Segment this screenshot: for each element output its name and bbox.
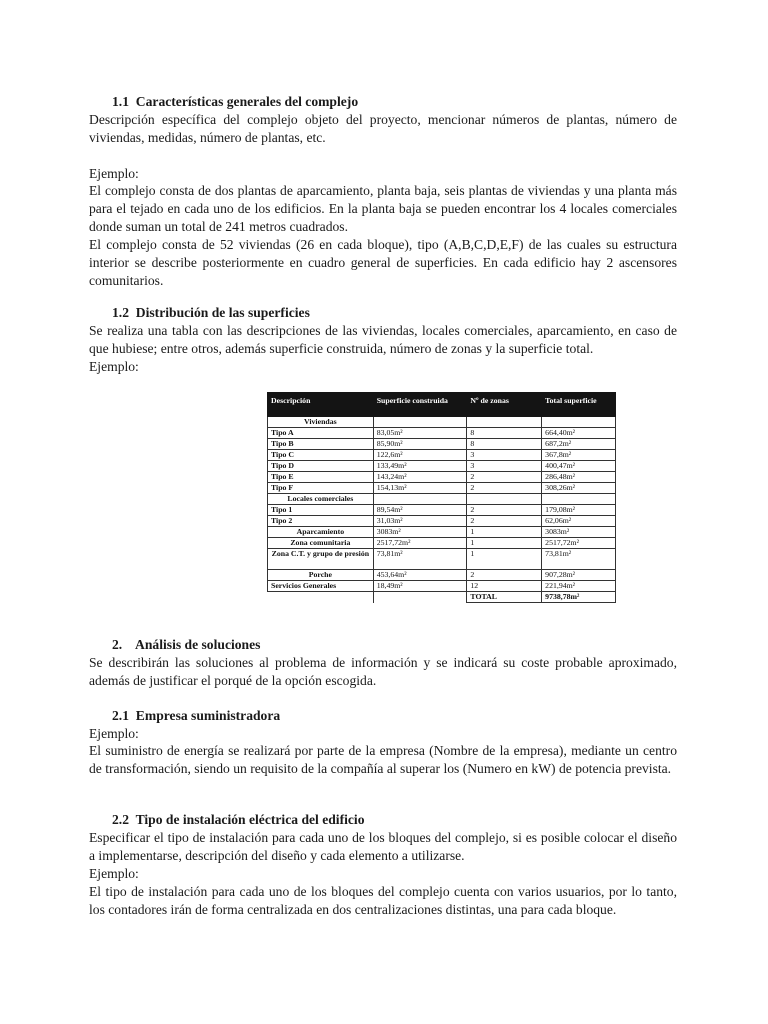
row-total: 3083m² [542, 527, 616, 538]
heading-2 [112, 636, 672, 654]
row-desc: Tipo F [268, 483, 374, 494]
section-1-1-example-label: Ejemplo: [89, 166, 139, 181]
row-sup: 83,05m² [373, 428, 467, 439]
section-2-2-example-label: Ejemplo: [89, 866, 139, 881]
row-zonas: 12 [467, 581, 542, 592]
section-1-2-example-label: Ejemplo: [89, 359, 139, 374]
table-row [268, 428, 616, 439]
row-desc: Zona comunitaria [268, 538, 374, 549]
heading-2-1-title: Empresa suministradora [135, 708, 281, 723]
row-total: 400,47m² [542, 461, 616, 472]
empty-cell [467, 494, 542, 505]
table-row [268, 516, 616, 527]
row-sup: 154,13m² [373, 483, 467, 494]
group-viviendas: Viviendas [268, 417, 374, 428]
row-zonas: 2 [467, 516, 542, 527]
row-total: 62,06m² [542, 516, 616, 527]
row-total: 367,8m² [542, 450, 616, 461]
heading-1-2 [112, 304, 672, 322]
table-row [268, 581, 616, 592]
row-desc: Tipo A [268, 428, 374, 439]
row-zonas: 3 [467, 461, 542, 472]
section-2-1-paragraph: El suministro de energía se realizará por parte de la empresa (Nombre de la empresa), mediante un centro de transformación, siendo un requisito de la compañía al superar los (Numero en kW) de potencia prevista. [89, 743, 677, 776]
row-desc: Tipo C [268, 450, 374, 461]
row-sup: 85,90m² [373, 439, 467, 450]
row-total: 221,94m² [542, 581, 616, 592]
section-1-1-paragraph-2: El complejo consta de 52 viviendas (26 en cada bloque), tipo (A,B,C,D,E,F) de las cuales su estructura interior se describe posteriormente en cuadro general de superficies. En cada edificio hay 2 ascensores comunitarios. [89, 237, 677, 288]
total-label: TOTAL [467, 592, 542, 603]
table-row [268, 439, 616, 450]
row-desc: Servicios Generales [268, 581, 374, 592]
section-2-1-example-label: Ejemplo: [89, 726, 139, 741]
table-group-row [268, 417, 616, 428]
heading-1-2-title: Distribución de las superficies [135, 305, 310, 320]
row-sup: 73,81m² [373, 549, 467, 570]
row-sup: 2517,72m² [373, 538, 467, 549]
row-sup: 31,03m² [373, 516, 467, 527]
table-row [268, 527, 616, 538]
row-zonas: 3 [467, 450, 542, 461]
row-desc: Tipo 1 [268, 505, 374, 516]
table-row [268, 549, 616, 570]
row-total: 2517,72m² [542, 538, 616, 549]
heading-2-2 [112, 811, 672, 829]
row-sup: 143,24m² [373, 472, 467, 483]
row-total: 286,48m² [542, 472, 616, 483]
row-total: 308,26m² [542, 483, 616, 494]
row-desc: Tipo B [268, 439, 374, 450]
row-zonas: 2 [467, 505, 542, 516]
row-desc: Zona C.T. y grupo de presión [268, 549, 374, 570]
heading-2-title: Análisis de soluciones [135, 637, 261, 652]
row-sup: 122,6m² [373, 450, 467, 461]
empty-cell [373, 494, 467, 505]
table-row [268, 570, 616, 581]
table-row [268, 461, 616, 472]
table-group-row [268, 494, 616, 505]
empty-cell [373, 592, 467, 603]
row-desc: Aparcamiento [268, 527, 374, 538]
row-desc: Tipo 2 [268, 516, 374, 527]
row-total: 664,40m² [542, 428, 616, 439]
table-row [268, 450, 616, 461]
section-1-1-intro: Descripción específica del complejo objeto del proyecto, mencionar números de plantas, número de viviendas, medidas, número de plantas, etc. [89, 112, 677, 145]
row-zonas: 1 [467, 538, 542, 549]
heading-2-1 [112, 707, 672, 725]
row-total: 73,81m² [542, 549, 616, 570]
row-zonas: 1 [467, 549, 542, 570]
header-superficie-construida: Superficie construida [373, 393, 467, 417]
row-zonas: 1 [467, 527, 542, 538]
empty-cell [268, 592, 374, 603]
empty-cell [542, 417, 616, 428]
heading-1-1 [112, 93, 672, 111]
surfaces-table [267, 392, 616, 603]
row-zonas: 2 [467, 472, 542, 483]
header-total-superficie: Total superficie [542, 393, 616, 417]
row-total: 907,28m² [542, 570, 616, 581]
row-desc: Porche [268, 570, 374, 581]
table-row [268, 472, 616, 483]
empty-cell [373, 417, 467, 428]
heading-2-2-title: Tipo de instalación eléctrica del edificio [135, 812, 365, 827]
header-descripcion: Descripción [268, 393, 374, 417]
table-total-row [268, 592, 616, 603]
row-sup: 133,49m² [373, 461, 467, 472]
row-sup: 18,49m² [373, 581, 467, 592]
heading-2-1-number: 2.1 [112, 708, 129, 723]
row-total: 179,08m² [542, 505, 616, 516]
table-header-row [268, 393, 616, 417]
heading-1-2-number: 1.2 [112, 305, 129, 320]
row-zonas: 2 [467, 570, 542, 581]
row-desc: Tipo E [268, 472, 374, 483]
section-2-intro: Se describirán las soluciones al problema de información y se indicará su coste probable aproximado, además de justificar el porqué de la opción escogida. [89, 655, 677, 688]
row-zonas: 8 [467, 439, 542, 450]
row-sup: 3083m² [373, 527, 467, 538]
section-1-1-paragraph-1: El complejo consta de dos plantas de aparcamiento, planta baja, seis plantas de viviendas y una planta más para el tejado en cada uno de los edificios. En la planta baja se pueden encontrar los 4 locales comerciales donde suman un total de 241 metros cuadrados. [89, 183, 677, 234]
table-row [268, 538, 616, 549]
header-numero-zonas: Nº de zonas [467, 393, 542, 417]
heading-2-number: 2. [112, 637, 123, 652]
heading-1-1-title: Características generales del complejo [135, 94, 359, 109]
heading-2-2-number: 2.2 [112, 812, 129, 827]
row-sup: 453,64m² [373, 570, 467, 581]
row-zonas: 2 [467, 483, 542, 494]
row-zonas: 8 [467, 428, 542, 439]
row-total: 687,2m² [542, 439, 616, 450]
total-value: 9738,78m² [542, 592, 616, 603]
row-sup: 89,54m² [373, 505, 467, 516]
empty-cell [542, 494, 616, 505]
section-2-2-intro: Especificar el tipo de instalación para cada uno de los bloques del complejo, si es posible colocar el diseño a implementarse, descripción del diseño y cada elemento a utilizarse. [89, 830, 677, 863]
table-row [268, 483, 616, 494]
heading-1-1-number: 1.1 [112, 94, 129, 109]
group-locales-comerciales: Locales comerciales [268, 494, 374, 505]
section-1-2-intro: Se realiza una tabla con las descripciones de las viviendas, locales comerciales, aparcamiento, en caso de que hubiese; entre otros, además superficie construida, número de zonas y la superficie total. [89, 323, 677, 356]
empty-cell [467, 417, 542, 428]
section-2-2-paragraph: El tipo de instalación para cada uno de los bloques del complejo cuenta con varios usuarios, por lo tanto, los contadores irán de forma centralizada en dos centralizaciones distintas, una para cada bloque. [89, 884, 677, 917]
table-row [268, 505, 616, 516]
row-desc: Tipo D [268, 461, 374, 472]
